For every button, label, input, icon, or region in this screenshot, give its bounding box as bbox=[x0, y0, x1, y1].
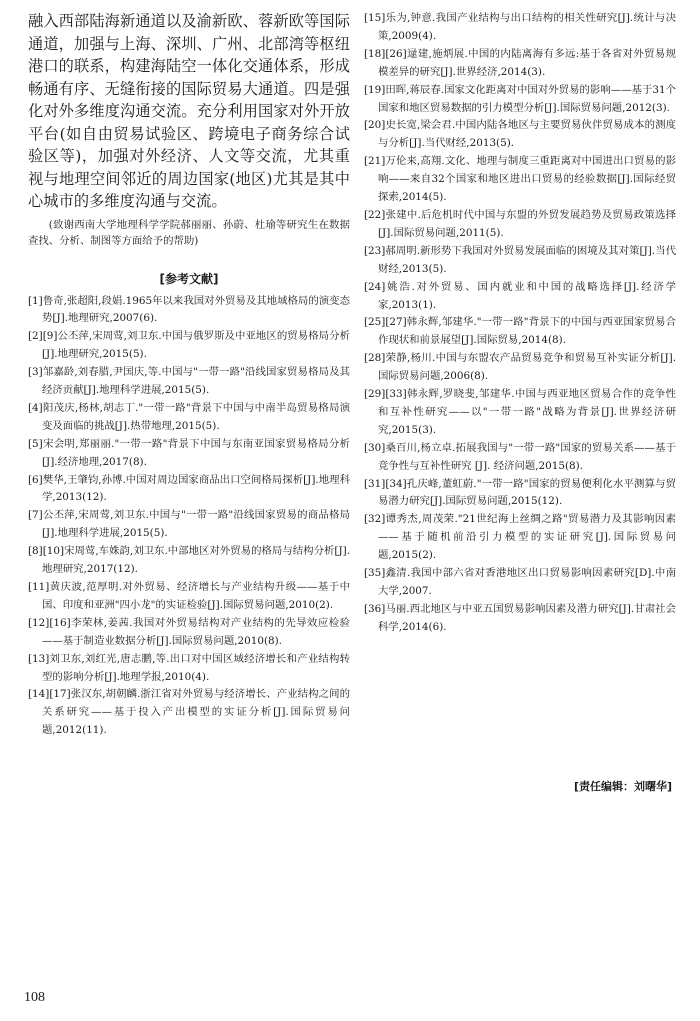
acknowledgement-note: (致谢西南大学地理科学学院郝丽丽、孙蔚、杜瑜等研究生在数据查找、分析、制图等方面给予的帮助) bbox=[28, 218, 350, 247]
reference-item: [21]万伦来,高翔.文化、地理与制度三重距离对中国进出口贸易的影响——来自32个国家和地区进出口贸易的经验数据[J].国际经贸探索,2014(5). bbox=[364, 155, 676, 204]
reference-item: [23]郝周明.新形势下我国对外贸易发展面临的困境及其对策[J].当代财经,2013(5). bbox=[364, 244, 676, 275]
references-heading: [参考文献] bbox=[159, 271, 219, 286]
reference-item: [22]张建中.后危机时代中国与东盟的外贸发展趋势及贸易政策选择[J].国际贸易问题,2011(5). bbox=[364, 208, 676, 239]
reference-item: [18][26]逯建,施炳展.中国的内陆离海有多远:基于各省对外贸易规模差异的研究[J].世界经济,2014(3). bbox=[364, 47, 676, 78]
reference-item: [12][16]李荣林,姜茜.我国对外贸易结构对产业结构的先导效应检验——基于制造业数据分析[J].国际贸易问题,2010(8). bbox=[28, 616, 350, 647]
reference-item: [5]宋会明,郑丽丽."一带一路"背景下中国与东南亚国家贸易格局分析[J].经济地理,2017(8). bbox=[28, 437, 350, 468]
reference-list-left bbox=[28, 293, 350, 741]
reference-list-right bbox=[364, 10, 676, 637]
reference-item: [31][34]孔庆峰,董虹蔚."一带一路"国家的贸易便利化水平测算与贸易潜力研究[J].国际贸易问题,2015(12). bbox=[364, 477, 676, 508]
left-column bbox=[28, 10, 350, 740]
reference-item: [6]樊华,王肇钧,孙博.中国对周边国家商品出口空间格局探析[J].地理科学,2013(12). bbox=[28, 473, 350, 504]
reference-item: [25][27]韩永辉,邹建华."一带一路"背景下的中国与西亚国家贸易合作现状和前景展望[J].国际贸易,2014(8). bbox=[364, 316, 676, 347]
reference-item: [11]黄庆波,范厚明.对外贸易、经济增长与产业结构升级——基于中国、印度和亚洲"四小龙"的实证检验[J].国际贸易问题,2010(2). bbox=[28, 581, 350, 611]
reference-item: [20]史长宽,梁会君.中国内陆各地区与主要贸易伙伴贸易成本的测度与分析[J].当代财经,2013(5). bbox=[364, 119, 676, 150]
reference-item: [35]鑫清.我国中部六省对香港地区出口贸易影响因素研究[D].中南大学,2007. bbox=[364, 567, 676, 597]
reference-item: [1]鲁奇,张超阳,段娟.1965年以来我国对外贸易及其地域格局的演变态势[J].地理研究,2007(6). bbox=[28, 294, 350, 325]
reference-item: [14][17]张汉东,胡朝麟.浙江省对外贸易与经济增长、产业结构之间的关系研究——基于投入产出模型的实证分析[J].国际贸易问题,2012(11). bbox=[28, 688, 350, 737]
reference-item: [36]马丽.西北地区与中亚五国贸易影响因素及潜力研究[J].甘肃社会科学,2014(6). bbox=[364, 602, 676, 633]
reference-item: [28]荣静,杨川.中国与东盟农产品贸易竞争和贸易互补实证分析[J].国际贸易问题,2006(8). bbox=[364, 352, 676, 383]
reference-item: [30]桑百川,杨立卓.拓展我国与"一带一路"国家的贸易关系——基于竞争性与互补性研究 [J]. 经济问题,2015(8). bbox=[364, 441, 676, 472]
reference-item: [13]刘卫东,刘红光,唐志鹏,等.出口对中国区域经济增长和产业结构转型的影响分析[J].地理学报,2010(4). bbox=[28, 652, 350, 683]
reference-item: [29][33]韩永辉,罗晓斐,邹建华.中国与西亚地区贸易合作的竞争性和互补性研究——以"一带一路"战略为背景[J].世界经济研究,2015(3). bbox=[364, 388, 676, 436]
body-paragraph: 融入西部陆海新通道以及渝新欧、蓉新欧等国际通道，加强与上海、深圳、广州、北部湾等枢纽港口的联系，构建海陆空一体化交通体系，形成畅通有序、无缝衔接的国际贸易大通道。四是强化对外多维度沟通交流。充分利用国家对外开放平台(如自由贸易试验区、跨境电子商务综合试验区等)，加强对外经济、人文等交流，尤其重视与地理空间邻近的周边国家(地区)尤其是其中心城市的多维度沟通与交流。 bbox=[28, 12, 350, 210]
editor-note: [责任编辑：刘曙华] bbox=[573, 780, 672, 793]
reference-item: [8][10]宋周莺,车姝韵,刘卫东.中部地区对外贸易的格局与结构分析[J].地理研究,2017(12). bbox=[28, 545, 350, 576]
reference-item: [15]乐为,钟意.我国产业结构与出口结构的相关性研究[J].统计与决策,2009(4). bbox=[364, 12, 676, 42]
reference-item: [2][9]公丕萍,宋周莺,刘卫东.中国与俄罗斯及中亚地区的贸易格局分析[J].地理研究,2015(5). bbox=[28, 330, 350, 361]
reference-item: [3]邹嘉龄,刘春腊,尹国庆,等.中国与"一带一路"沿线国家贸易格局及其经济贡献[J].地理科学进展,2015(5). bbox=[28, 366, 350, 397]
reference-item: [4]阳茂庆,杨林,胡志丁."一带一路"背景下中国与中南半岛贸易格局演变及面临的挑战[J].热带地理,2015(5). bbox=[28, 401, 350, 432]
reference-item: [24]姚浩.对外贸易、国内就业和中国的战略选择[J].经济学家,2013(1). bbox=[364, 280, 676, 311]
right-column bbox=[364, 10, 676, 637]
reference-item: [7]公丕萍,宋周莺,刘卫东.中国与"一带一路"沿线国家贸易的商品格局[J].地理科学进展,2015(5). bbox=[28, 509, 350, 540]
reference-item: [19]田晖,蒋辰春.国家文化距离对中国对外贸易的影响——基于31个国家和地区贸易数据的引力模型分析[J].国际贸易问题,2012(3). bbox=[364, 83, 676, 114]
page-number: 108 bbox=[24, 990, 45, 1005]
reference-item: [32]谭秀杰,周茂荣."21世纪海上丝绸之路"贸易潜力及其影响因素——基于随机前沿引力模型的实证研究[J].国际贸易问题,2015(2). bbox=[364, 513, 676, 562]
